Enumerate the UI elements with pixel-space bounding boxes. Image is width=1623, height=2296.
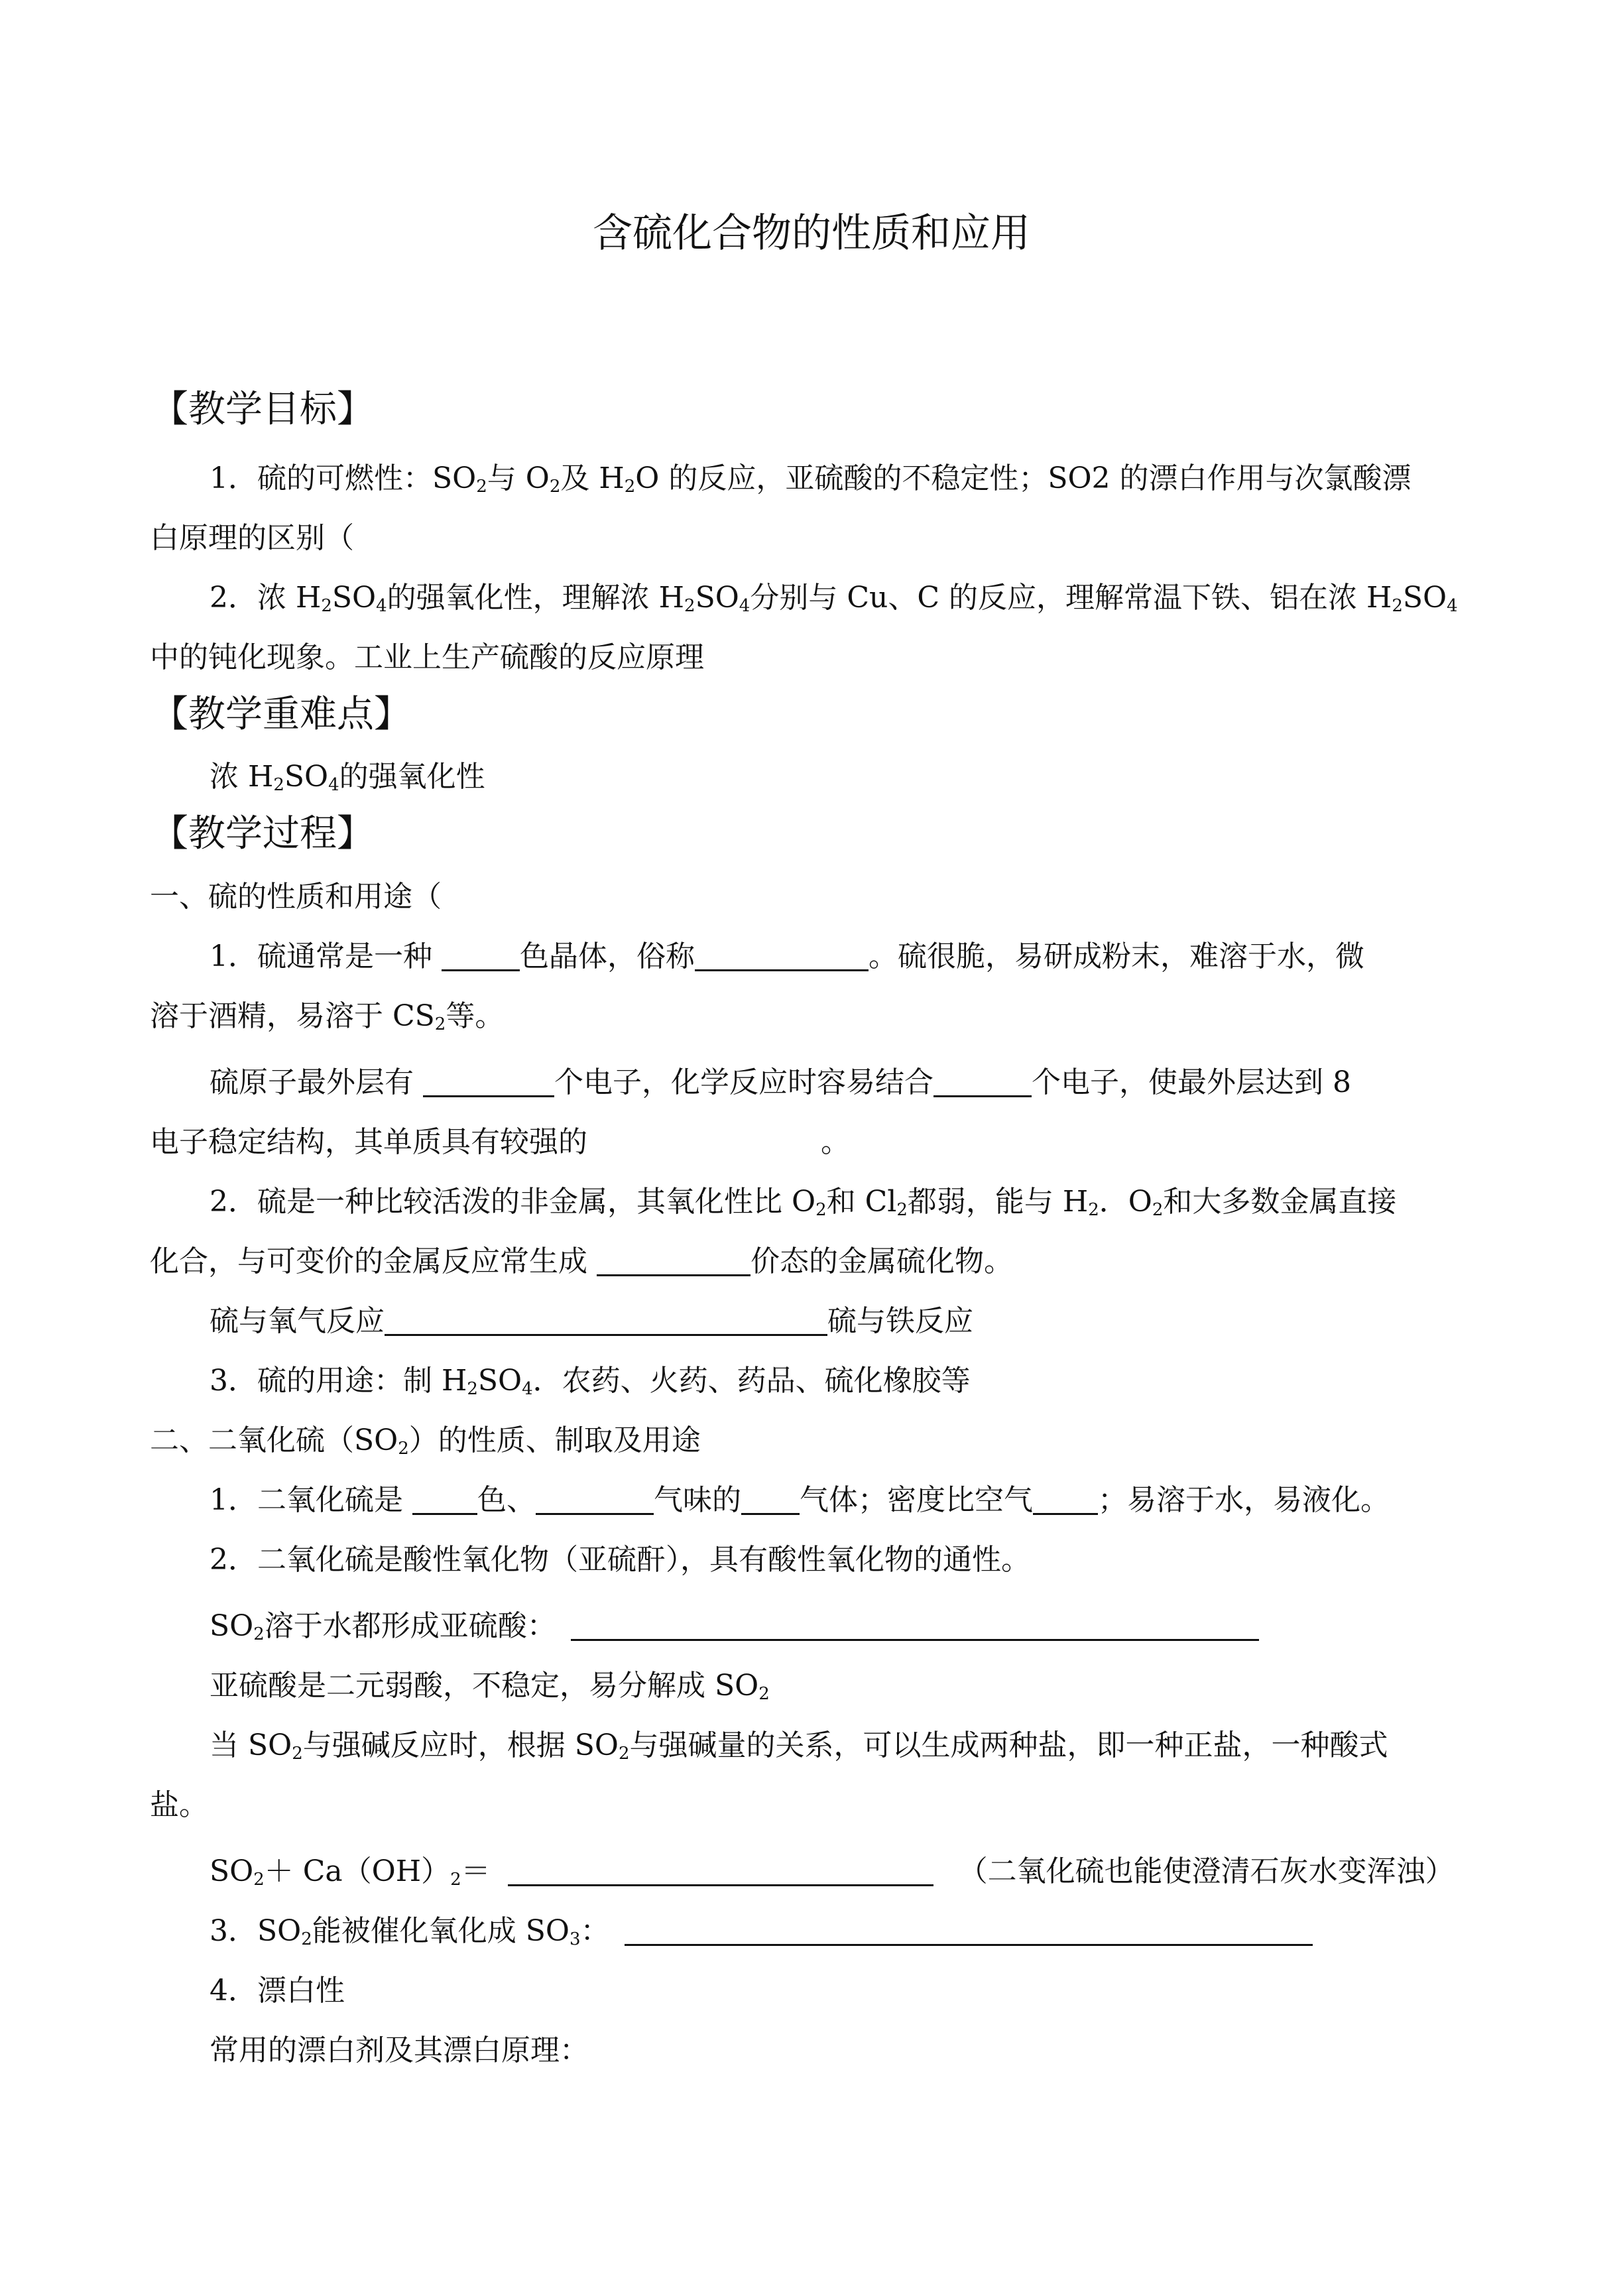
part2-q5-line2: 盐。 bbox=[150, 1788, 208, 1822]
part2-q1: 1．二氧化硫是 色、 气味的 气体；密度比空气 ；易溶于水，易液化。 bbox=[210, 1483, 1390, 1517]
part1-para3-line2: 化合，与可变价的金属反应常生成 价态的金属硫化物。 bbox=[150, 1244, 1013, 1278]
part2-q5-line1: 当 $SO_2$与强碱反应时，根据 $SO_2$与强碱量的关系，可以生成两种盐，即一种正盐，一种酸式 bbox=[210, 1728, 1388, 1764]
part1-para1-line2: 溶于酒精，易溶于 $CS_2$等。 bbox=[150, 999, 505, 1034]
fill-blank-gain-electrons[interactable] bbox=[933, 1065, 1032, 1097]
section-heading-process: 【教学过程】 bbox=[151, 812, 374, 855]
key-point-text: 浓 $H_2SO_4$的强氧化性 bbox=[210, 760, 485, 795]
fill-blank-color[interactable] bbox=[442, 939, 520, 971]
fill-blank-common-name[interactable] bbox=[695, 939, 869, 971]
part1-heading: 一、硫的性质和用途（ bbox=[150, 880, 442, 914]
part1-para1-line1: 1．硫通常是一种 色晶体，俗称 。硫很脆，易研成粉末，难溶于水，微 bbox=[210, 939, 1364, 973]
fill-blank-so2-toxicity[interactable] bbox=[741, 1482, 800, 1515]
fill-blank-valence[interactable] bbox=[597, 1244, 751, 1276]
fill-blank-so2-density[interactable] bbox=[1033, 1482, 1098, 1515]
goal-2-line-1: 2．浓 $H_2SO_4$的强氧化性，理解浓 $H_2SO_4$分别与 Cu、C 的反应，理解常温下铁、铝在浓 $H_2SO_4$ bbox=[210, 581, 1458, 616]
fill-blank-catalytic-oxidation[interactable] bbox=[625, 1913, 1313, 1946]
section-heading-key-points: 【教学重难点】 bbox=[151, 693, 411, 736]
part2-heading: 二、二氧化硫$(SO_2)$的性质、制取及用途 bbox=[150, 1423, 701, 1459]
part2-q9: 常用的漂白剂及其漂白原理： bbox=[210, 2033, 589, 2067]
page-title: 含硫化合物的性质和应用 bbox=[593, 210, 1030, 257]
part1-para4: 硫与氧气反应 硫与铁反应 bbox=[210, 1304, 973, 1338]
fill-blank-ca-oh2-reaction[interactable] bbox=[508, 1854, 933, 1886]
fill-blank-outer-electrons[interactable] bbox=[423, 1065, 554, 1097]
part1-para5: 3．硫的用途：制 $H_2SO_4$．农药、火药、药品、硫化橡胶等 bbox=[210, 1364, 971, 1399]
goal-1-line-1: 1．硫的可燃性：$SO_2$与 $O_2$及 $H_2O$ 的反应，亚硫酸的不稳定性；SO2 的漂白作用与次氯酸漂 bbox=[210, 461, 1412, 497]
goal-1-line-2: 白原理的区别（ bbox=[150, 521, 354, 555]
fill-blank-so2-odor[interactable] bbox=[536, 1482, 654, 1515]
part2-q2: 2．二氧化硫是酸性氧化物（亚硫酐），具有酸性氧化物的通性。 bbox=[210, 1543, 1030, 1577]
section-heading-goals: 【教学目标】 bbox=[151, 388, 374, 431]
part2-q3: $SO_2$溶于水都形成亚硫酸： bbox=[210, 1606, 1623, 1646]
part2-q4: 亚硫酸是二元弱酸，不稳定，易分解成 $SO_2$ bbox=[210, 1669, 770, 1704]
part1-para3-line1: 2．硫是一种比较活泼的非金属，其氧化性比 $O_2$和 $Cl_2$都弱，能与 $H_2$．$O_2$和大多数金属直接 bbox=[210, 1185, 1397, 1220]
fill-blank-s-o2-reaction[interactable] bbox=[385, 1303, 827, 1336]
goal-2-line-2: 中的钝化现象。工业上生产硫酸的反应原理 bbox=[150, 640, 704, 674]
fill-blank-so2-color[interactable] bbox=[412, 1482, 477, 1515]
part2-q7: 3．$SO_2$能被催化氧化成 $SO_3$： bbox=[210, 1911, 1623, 1951]
part2-q6: $SO_2+ Ca(OH)_2=$ （二氧化硫也能使澄清石灰水变浑浊） bbox=[210, 1854, 1455, 1890]
part1-para2-line2: 电子稳定结构，其单质具有较强的 。 bbox=[150, 1125, 850, 1159]
part1-para2-line1: 硫原子最外层有 个电子，化学反应时容易结合 个电子，使最外层达到 8 bbox=[210, 1065, 1351, 1099]
fill-blank-sulfurous-acid[interactable] bbox=[571, 1608, 1259, 1641]
part2-q8: 4．漂白性 bbox=[210, 1974, 345, 2008]
